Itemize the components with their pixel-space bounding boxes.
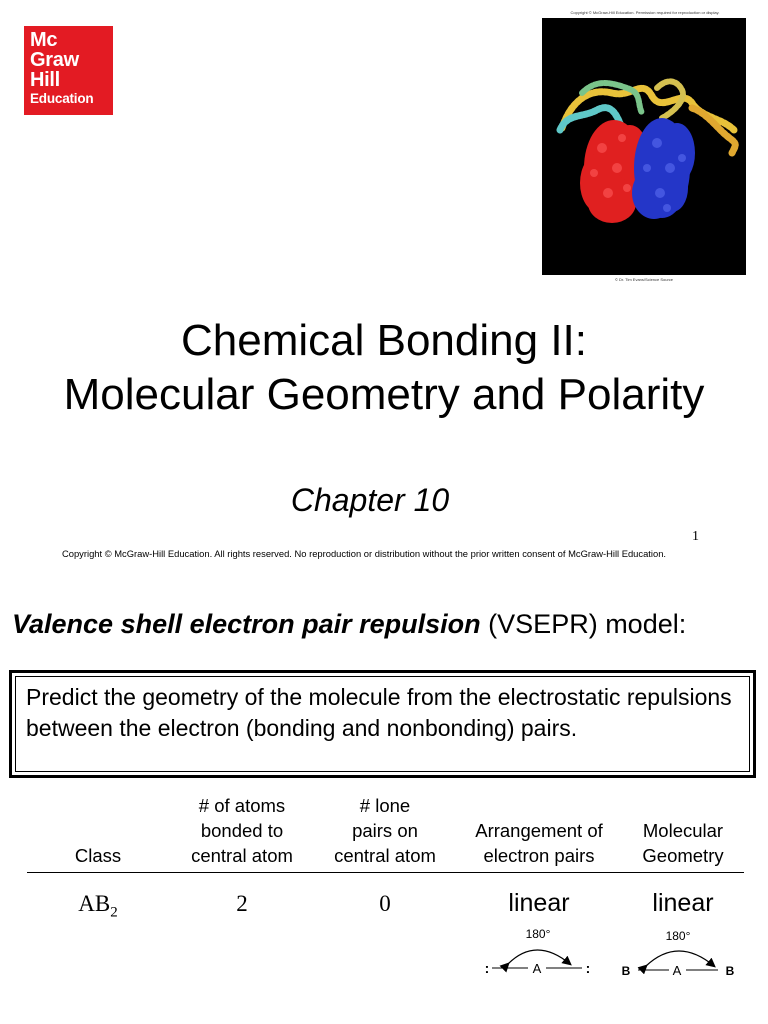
column-header-class-text: Class [74, 845, 122, 866]
image-credit: © Dr. Tim Evans/Science Source [614, 277, 674, 282]
definition-text: Predict the geometry of the molecule from the electrostatic repulsions between the electron (bonding and nonbonding) pairs. [15, 676, 750, 772]
definition-box [9, 670, 756, 778]
cell-class-base: AB [78, 891, 111, 916]
geometry-angle-label: 180° [665, 929, 691, 943]
logo-line-1: Mc [30, 29, 58, 51]
vsepr-heading [12, 606, 686, 642]
logo-line-2: Graw [30, 49, 79, 71]
arrangement-center-atom: A [532, 961, 542, 976]
geometry-diagram-graphic [612, 924, 744, 980]
column-header-lone-pairs-text: # lone pairs on central atom [334, 795, 436, 866]
slide-title [0, 314, 768, 422]
cell-class [52, 891, 144, 922]
title-line-2: Molecular Geometry and Polarity [63, 370, 705, 419]
chapter-label: Chapter 10 [290, 482, 450, 518]
geometry-right-atom: B [725, 964, 735, 978]
cell-class-subscript: 2 [110, 904, 118, 921]
column-header-geometry-text: Molecular Geometry [642, 820, 724, 866]
arrangement-angle-label: 180° [525, 927, 551, 941]
column-header-arrangement [459, 794, 619, 868]
column-header-class [52, 794, 144, 868]
arrangement-right-lone-pair: : [585, 960, 591, 976]
logo-line-3: Hill [30, 69, 60, 91]
column-header-atoms-bonded [172, 794, 312, 868]
logo-line-4: Education [30, 91, 94, 106]
arrangement-diagram-graphic [478, 922, 598, 978]
vsepr-heading-emphasis: Valence shell electron pair repulsion [12, 609, 481, 639]
geometry-center-atom: A [672, 963, 682, 978]
column-header-geometry [625, 794, 741, 868]
arrangement-diagram [478, 922, 598, 983]
cell-arrangement: linear [508, 889, 570, 917]
cell-atoms-bonded: 2 [236, 891, 248, 916]
geometry-diagram [612, 924, 744, 985]
column-header-arrangement-text: Arrangement of electron pairs [475, 820, 603, 866]
vsepr-heading-rest: (VSEPR) model: [480, 609, 687, 639]
column-header-atoms-bonded-text: # of atoms bonded to central atom [191, 795, 293, 866]
title-line-1: Chemical Bonding II: [181, 316, 587, 365]
page-number: 1 [692, 529, 699, 544]
mcgraw-hill-logo [24, 26, 113, 115]
cell-lone-pairs: 0 [379, 891, 391, 916]
table-header-divider [27, 872, 744, 873]
cell-geometry: linear [652, 889, 714, 917]
column-header-lone-pairs [316, 794, 454, 868]
arrangement-left-lone-pair: : [484, 960, 490, 976]
copyright-notice: Copyright © McGraw-Hill Education. All rights reserved. No reproduction or distribution without the prior written consent of McGraw-Hill Education. [61, 548, 667, 559]
geometry-left-atom: B [621, 964, 631, 978]
protein-model-graphic [542, 18, 746, 275]
image-copyright-note: Copyright © McGraw-Hill Education. Permission required for reproduction or display. [570, 10, 720, 15]
protein-structure-image [542, 18, 746, 275]
